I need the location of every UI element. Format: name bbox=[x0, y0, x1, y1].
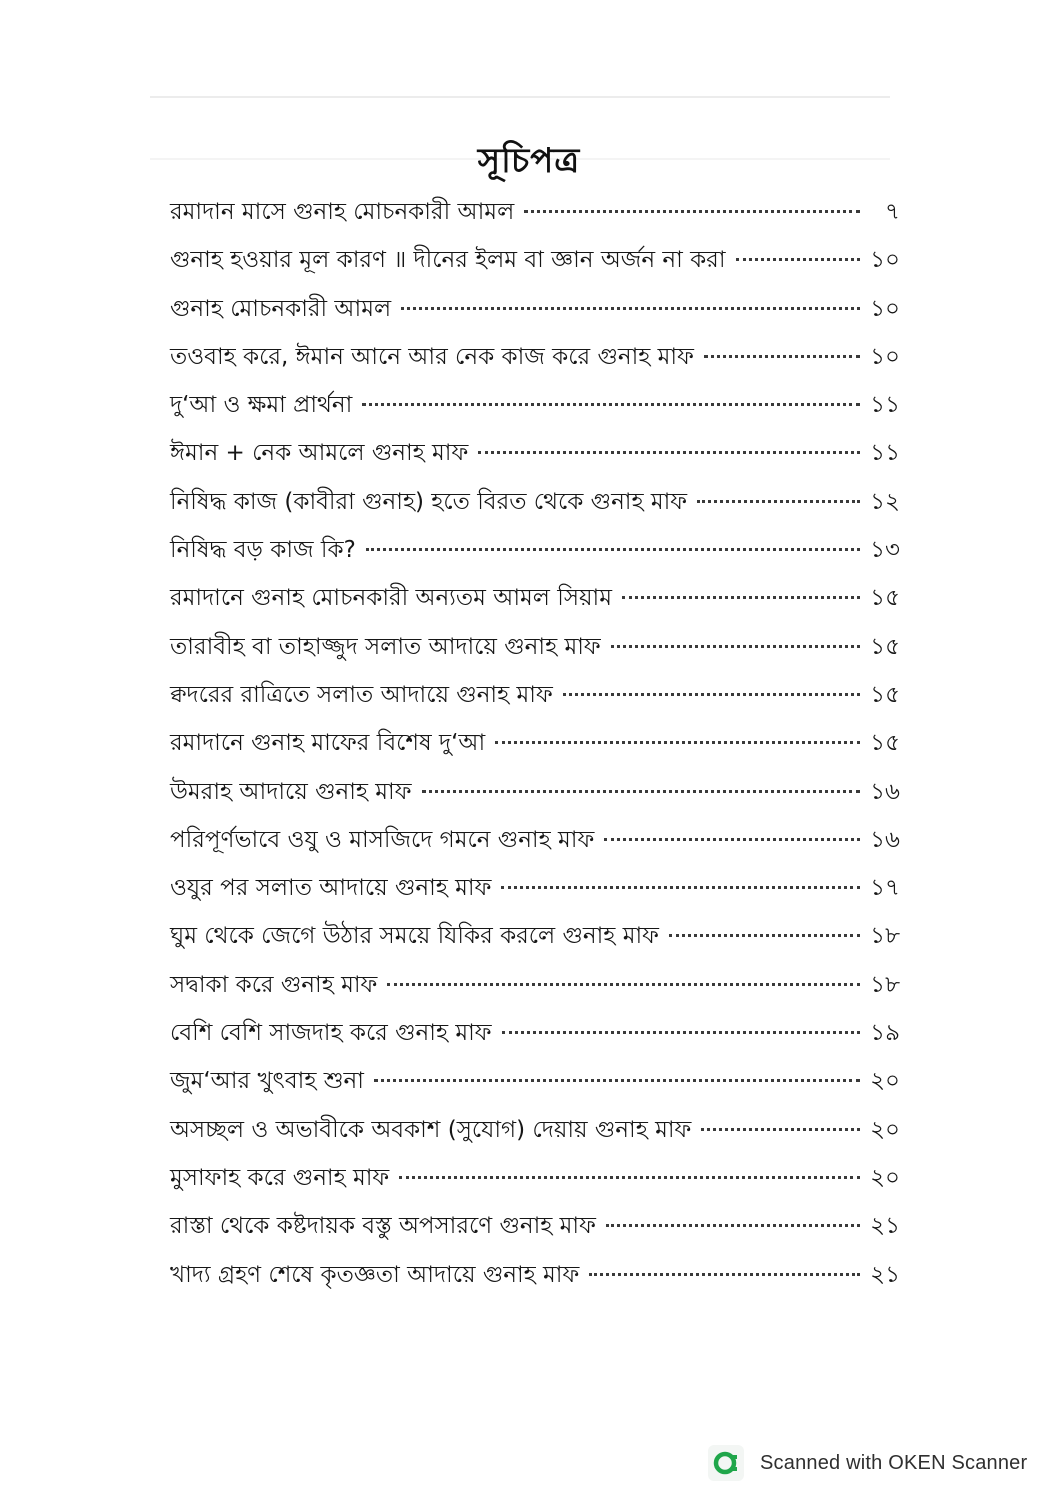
toc-dot-leader bbox=[697, 500, 860, 503]
toc-dot-leader bbox=[604, 838, 860, 841]
scanner-watermark bbox=[708, 1441, 1027, 1485]
oken-scanner-logo-icon bbox=[708, 1445, 744, 1481]
toc-entry-page-number: ১০ bbox=[870, 295, 900, 322]
toc-entry-title: জুম‘আর খুৎবাহ শুনা bbox=[170, 1068, 364, 1095]
toc-entry-page-number: ২০ bbox=[870, 1116, 900, 1143]
toc-entry-page-number: ১১ bbox=[870, 440, 900, 467]
toc-entry-title: উমরাহ আদায়ে গুনাহ মাফ bbox=[170, 778, 412, 805]
toc-entry bbox=[170, 1009, 900, 1057]
toc-entry-title: রমাদানে গুনাহ মোচনকারী অন্যতম আমল সিয়াম bbox=[170, 585, 613, 612]
toc-entry-page-number: ১৯ bbox=[870, 1020, 900, 1047]
toc-entry-title: পরিপূর্ণভাবে ওযু ও মাসজিদে গমনে গুনাহ মাফ bbox=[170, 826, 595, 853]
toc-entry bbox=[170, 429, 900, 477]
toc-entry-title: রমাদানে গুনাহ মাফের বিশেষ দু‘আ bbox=[170, 730, 486, 757]
toc-entry-page-number: ১৫ bbox=[870, 681, 900, 708]
toc-dot-leader bbox=[563, 693, 860, 696]
toc-entry bbox=[170, 671, 900, 719]
toc-dot-leader bbox=[736, 258, 861, 261]
toc-dot-leader bbox=[478, 451, 860, 454]
toc-dot-leader bbox=[495, 741, 860, 744]
toc-dot-leader bbox=[524, 210, 860, 213]
toc-entry bbox=[170, 961, 900, 1009]
toc-entry bbox=[170, 188, 900, 236]
toc-entry-title: সদ্বাকা করে গুনাহ মাফ bbox=[170, 971, 378, 998]
toc-entry-page-number: ১৫ bbox=[870, 730, 900, 757]
toc-dot-leader bbox=[704, 355, 860, 358]
toc-entry bbox=[170, 1106, 900, 1154]
toc-entry-title: গুনাহ মোচনকারী আমল bbox=[170, 295, 392, 322]
toc-entry-title: ক্বদরের রাত্রিতে সলাত আদায়ে গুনাহ মাফ bbox=[170, 681, 553, 708]
page-title: সূচিপত্র bbox=[477, 140, 581, 181]
toc-entry-page-number: ১১ bbox=[870, 392, 900, 419]
toc-entry bbox=[170, 285, 900, 333]
toc-entry-title: মুসাফাহ করে গুনাহ মাফ bbox=[170, 1164, 390, 1191]
toc-dot-leader bbox=[374, 1079, 860, 1082]
toc-dot-leader bbox=[422, 790, 860, 793]
toc-dot-leader bbox=[387, 983, 860, 986]
toc-entry-page-number: ২১ bbox=[870, 1261, 900, 1288]
toc-entry-page-number: ১০ bbox=[870, 247, 900, 274]
toc-dot-leader bbox=[501, 886, 860, 889]
toc-entry bbox=[170, 574, 900, 622]
toc-dot-leader bbox=[606, 1224, 860, 1227]
toc-entry-page-number: ১৮ bbox=[870, 923, 900, 950]
toc-entry-title: ওযুর পর সলাত আদায়ে গুনাহ মাফ bbox=[170, 875, 492, 902]
toc-dot-leader bbox=[366, 548, 860, 551]
toc-entry bbox=[170, 719, 900, 767]
toc-entry-title: খাদ্য গ্রহণ শেষে কৃতজ্ঞতা আদায়ে গুনাহ মাফ bbox=[170, 1261, 580, 1288]
toc-dot-leader bbox=[611, 645, 860, 648]
toc-entry-page-number: ১৫ bbox=[870, 633, 900, 660]
toc-entry bbox=[170, 333, 900, 381]
table-of-contents bbox=[170, 188, 900, 1299]
toc-dot-leader bbox=[622, 596, 860, 599]
toc-entry-page-number: ১৩ bbox=[870, 537, 900, 564]
toc-dot-leader bbox=[669, 934, 860, 937]
toc-entry-page-number: ১৬ bbox=[870, 826, 900, 853]
toc-entry-title: রাস্তা থেকে কষ্টদায়ক বস্তু অপসারণে গুনাহ মাফ bbox=[170, 1213, 596, 1240]
toc-entry bbox=[170, 1251, 900, 1299]
toc-entry-page-number: ১৭ bbox=[870, 875, 900, 902]
toc-entry-page-number: ১৮ bbox=[870, 971, 900, 998]
toc-entry bbox=[170, 1202, 900, 1250]
toc-entry bbox=[170, 623, 900, 671]
toc-entry bbox=[170, 864, 900, 912]
toc-entry-title: ঈমান + নেক আমলে গুনাহ মাফ bbox=[170, 440, 469, 467]
toc-dot-leader bbox=[589, 1273, 860, 1276]
toc-entry-title: রমাদান মাসে গুনাহ মোচনকারী আমল bbox=[170, 199, 515, 225]
toc-entry-title: দু‘আ ও ক্ষমা প্রার্থনা bbox=[170, 392, 353, 419]
toc-entry bbox=[170, 381, 900, 429]
toc-entry bbox=[170, 478, 900, 526]
toc-entry-page-number: ১২ bbox=[870, 488, 900, 515]
toc-entry-title: অসচ্ছল ও অভাবীকে অবকাশ (সুযোগ) দেয়ায় গুনাহ মাফ bbox=[170, 1116, 692, 1143]
toc-entry-page-number: ২০ bbox=[870, 1164, 900, 1191]
toc-entry-title: তওবাহ করে, ঈমান আনে আর নেক কাজ করে গুনাহ মাফ bbox=[170, 343, 694, 370]
toc-dot-leader bbox=[399, 1176, 860, 1179]
toc-entry-title: নিষিদ্ধ বড় কাজ কি? bbox=[170, 537, 356, 564]
toc-dot-leader bbox=[362, 403, 860, 406]
toc-entry-page-number: ৭ bbox=[885, 199, 900, 225]
toc-entry bbox=[170, 1154, 900, 1202]
toc-entry-page-number: ১৫ bbox=[870, 585, 900, 612]
scanner-watermark-text: Scanned with OKEN Scanner bbox=[760, 1451, 1028, 1474]
toc-dot-leader bbox=[701, 1128, 860, 1131]
toc-entry-title: বেশি বেশি সাজদাহ করে গুনাহ মাফ bbox=[170, 1020, 492, 1047]
toc-entry bbox=[170, 1057, 900, 1105]
toc-entry-page-number: ২০ bbox=[870, 1068, 900, 1095]
toc-entry-page-number: ২১ bbox=[870, 1213, 900, 1240]
toc-entry-page-number: ১০ bbox=[870, 343, 900, 370]
toc-dot-leader bbox=[502, 1031, 860, 1034]
toc-entry-page-number: ১৬ bbox=[870, 778, 900, 805]
toc-entry bbox=[170, 236, 900, 284]
toc-entry bbox=[170, 816, 900, 864]
bleed-through-line bbox=[150, 96, 890, 98]
toc-dot-leader bbox=[401, 307, 860, 310]
toc-entry bbox=[170, 526, 900, 574]
toc-entry bbox=[170, 912, 900, 960]
toc-entry bbox=[170, 768, 900, 816]
toc-entry-title: ঘুম থেকে জেগে উঠার সময়ে যিকির করলে গুনাহ মাফ bbox=[170, 923, 659, 950]
toc-entry-title: তারাবীহ বা তাহাজ্জুদ সলাত আদায়ে গুনাহ মাফ bbox=[170, 633, 601, 660]
toc-entry-title: গুনাহ হওয়ার মূল কারণ ॥ দীনের ইলম বা জ্ঞান অর্জন না করা bbox=[170, 247, 726, 274]
toc-entry-title: নিষিদ্ধ কাজ (কাবীরা গুনাহ) হতে বিরত থেকে গুনাহ মাফ bbox=[170, 488, 688, 515]
